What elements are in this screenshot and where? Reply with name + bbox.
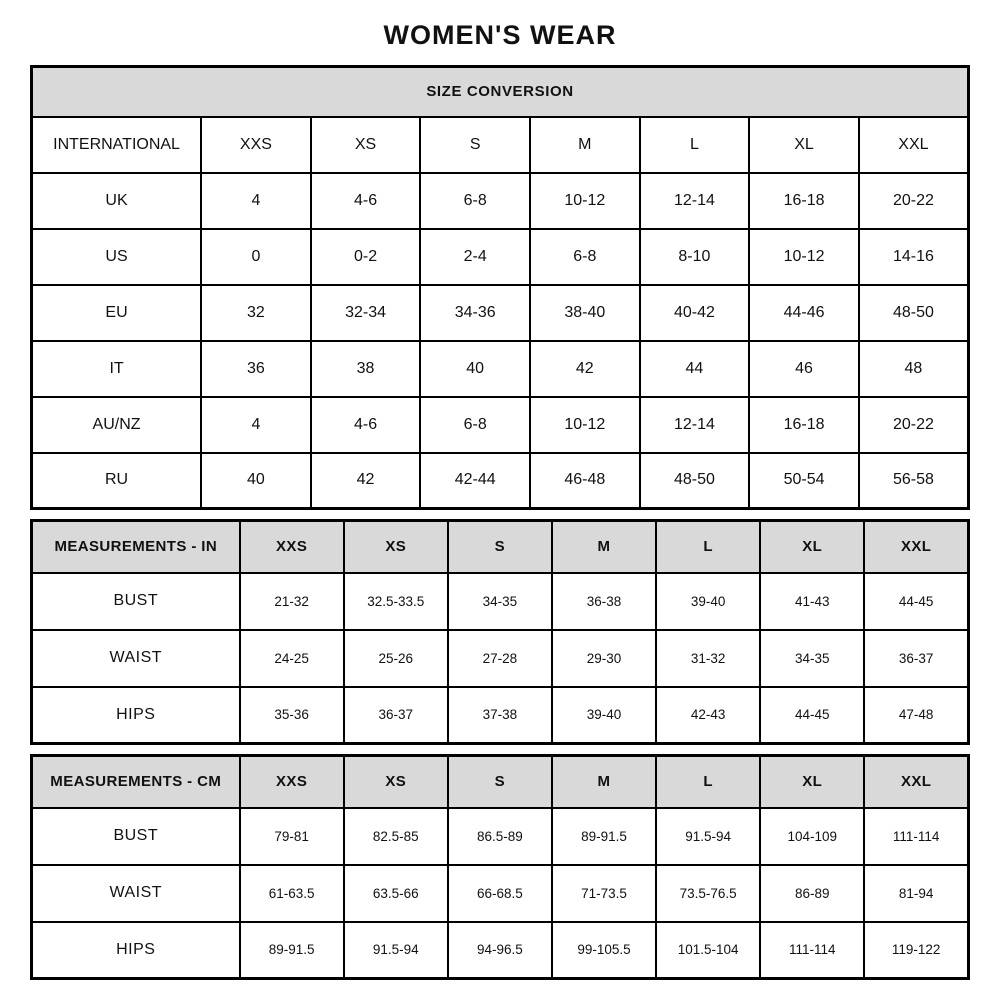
value-cell: 89-91.5 <box>552 808 656 865</box>
value-cell: 86.5-89 <box>448 808 552 865</box>
value-cell: 16-18 <box>749 173 859 229</box>
value-cell: 4 <box>201 173 311 229</box>
row-label: WAIST <box>32 865 240 922</box>
measurements-in-table <box>30 519 970 745</box>
value-cell: 94-96.5 <box>448 922 552 979</box>
size-conversion-body <box>32 173 969 509</box>
value-cell: 6-8 <box>530 229 640 285</box>
size-conversion-table <box>30 65 970 510</box>
row-label: EU <box>32 285 202 341</box>
column-header-row <box>32 521 969 573</box>
size-column-header: L <box>640 117 750 173</box>
value-cell: 39-40 <box>656 573 760 630</box>
value-cell: 10-12 <box>749 229 859 285</box>
row-label: BUST <box>32 573 240 630</box>
value-cell: 40-42 <box>640 285 750 341</box>
size-column-header: XS <box>311 117 421 173</box>
value-cell: 32-34 <box>311 285 421 341</box>
value-cell: 10-12 <box>530 173 640 229</box>
row-label: UK <box>32 173 202 229</box>
value-cell: 21-32 <box>240 573 344 630</box>
value-cell: 86-89 <box>760 865 864 922</box>
value-cell: 6-8 <box>420 173 530 229</box>
value-cell: 61-63.5 <box>240 865 344 922</box>
value-cell: 56-58 <box>859 453 969 509</box>
value-cell: 46-48 <box>530 453 640 509</box>
value-cell: 8-10 <box>640 229 750 285</box>
table-caption-row <box>32 67 969 117</box>
value-cell: 91.5-94 <box>344 922 448 979</box>
value-cell: 41-43 <box>760 573 864 630</box>
value-cell: 36-37 <box>344 687 448 744</box>
value-cell: 6-8 <box>420 397 530 453</box>
size-column-header: XXL <box>864 521 968 573</box>
row-label: BUST <box>32 808 240 865</box>
measurements-cm-header <box>32 756 969 808</box>
measurements-cm-table <box>30 754 970 980</box>
value-cell: 40 <box>420 341 530 397</box>
value-cell: 81-94 <box>864 865 968 922</box>
table-caption: SIZE CONVERSION <box>32 67 969 117</box>
row-label: HIPS <box>32 922 240 979</box>
value-cell: 4-6 <box>311 397 421 453</box>
table-row <box>32 808 969 865</box>
value-cell: 99-105.5 <box>552 922 656 979</box>
table-row <box>32 453 969 509</box>
size-column-header: XL <box>760 521 864 573</box>
value-cell: 79-81 <box>240 808 344 865</box>
value-cell: 36-38 <box>552 573 656 630</box>
row-label: WAIST <box>32 630 240 687</box>
value-cell: 44-45 <box>760 687 864 744</box>
value-cell: 12-14 <box>640 397 750 453</box>
value-cell: 66-68.5 <box>448 865 552 922</box>
size-column-header: XL <box>749 117 859 173</box>
value-cell: 73.5-76.5 <box>656 865 760 922</box>
value-cell: 25-26 <box>344 630 448 687</box>
size-column-header: L <box>656 521 760 573</box>
value-cell: 29-30 <box>552 630 656 687</box>
value-cell: 34-35 <box>448 573 552 630</box>
table-row <box>32 285 969 341</box>
measurements-cm-body <box>32 808 969 979</box>
value-cell: 31-32 <box>656 630 760 687</box>
value-cell: 91.5-94 <box>656 808 760 865</box>
value-cell: 36 <box>201 341 311 397</box>
value-cell: 50-54 <box>749 453 859 509</box>
value-cell: 111-114 <box>864 808 968 865</box>
size-column-header: XXS <box>240 756 344 808</box>
size-column-header: M <box>552 521 656 573</box>
size-column-header: XXS <box>201 117 311 173</box>
value-cell: 71-73.5 <box>552 865 656 922</box>
size-column-header: XXL <box>859 117 969 173</box>
corner-header-cell: INTERNATIONAL <box>32 117 202 173</box>
value-cell: 20-22 <box>859 173 969 229</box>
value-cell: 42 <box>311 453 421 509</box>
row-label: HIPS <box>32 687 240 744</box>
value-cell: 47-48 <box>864 687 968 744</box>
value-cell: 40 <box>201 453 311 509</box>
size-column-header: XS <box>344 521 448 573</box>
row-label: IT <box>32 341 202 397</box>
size-column-header: XS <box>344 756 448 808</box>
value-cell: 27-28 <box>448 630 552 687</box>
value-cell: 20-22 <box>859 397 969 453</box>
value-cell: 4 <box>201 397 311 453</box>
table-row <box>32 922 969 979</box>
size-column-header: XXS <box>240 521 344 573</box>
value-cell: 10-12 <box>530 397 640 453</box>
value-cell: 89-91.5 <box>240 922 344 979</box>
value-cell: 0 <box>201 229 311 285</box>
column-header-row <box>32 117 969 173</box>
row-label: US <box>32 229 202 285</box>
value-cell: 101.5-104 <box>656 922 760 979</box>
table-row <box>32 397 969 453</box>
size-column-header: S <box>420 117 530 173</box>
value-cell: 82.5-85 <box>344 808 448 865</box>
corner-header-cell: MEASUREMENTS - CM <box>32 756 240 808</box>
value-cell: 119-122 <box>864 922 968 979</box>
value-cell: 42 <box>530 341 640 397</box>
size-column-header: S <box>448 756 552 808</box>
corner-header-cell: MEASUREMENTS - IN <box>32 521 240 573</box>
value-cell: 16-18 <box>749 397 859 453</box>
size-column-header: M <box>530 117 640 173</box>
value-cell: 34-35 <box>760 630 864 687</box>
value-cell: 38 <box>311 341 421 397</box>
value-cell: 111-114 <box>760 922 864 979</box>
row-label: RU <box>32 453 202 509</box>
value-cell: 14-16 <box>859 229 969 285</box>
value-cell: 0-2 <box>311 229 421 285</box>
value-cell: 48-50 <box>640 453 750 509</box>
value-cell: 44-46 <box>749 285 859 341</box>
value-cell: 46 <box>749 341 859 397</box>
table-row <box>32 573 969 630</box>
value-cell: 24-25 <box>240 630 344 687</box>
table-row <box>32 229 969 285</box>
size-column-header: L <box>656 756 760 808</box>
value-cell: 63.5-66 <box>344 865 448 922</box>
value-cell: 37-38 <box>448 687 552 744</box>
value-cell: 34-36 <box>420 285 530 341</box>
value-cell: 32.5-33.5 <box>344 573 448 630</box>
column-header-row <box>32 756 969 808</box>
value-cell: 4-6 <box>311 173 421 229</box>
measurements-in-body <box>32 573 969 744</box>
value-cell: 44-45 <box>864 573 968 630</box>
value-cell: 35-36 <box>240 687 344 744</box>
size-column-header: S <box>448 521 552 573</box>
table-row <box>32 341 969 397</box>
value-cell: 38-40 <box>530 285 640 341</box>
table-row <box>32 630 969 687</box>
page-title: WOMEN'S WEAR <box>383 20 617 50</box>
value-cell: 32 <box>201 285 311 341</box>
value-cell: 12-14 <box>640 173 750 229</box>
value-cell: 48 <box>859 341 969 397</box>
size-column-header: M <box>552 756 656 808</box>
table-row <box>32 687 969 744</box>
table-row <box>32 865 969 922</box>
table-row <box>32 173 969 229</box>
row-label: AU/NZ <box>32 397 202 453</box>
size-column-header: XL <box>760 756 864 808</box>
value-cell: 44 <box>640 341 750 397</box>
value-cell: 42-43 <box>656 687 760 744</box>
measurements-in-header <box>32 521 969 573</box>
value-cell: 104-109 <box>760 808 864 865</box>
size-conversion-header <box>32 67 969 173</box>
size-column-header: XXL <box>864 756 968 808</box>
value-cell: 48-50 <box>859 285 969 341</box>
value-cell: 39-40 <box>552 687 656 744</box>
value-cell: 36-37 <box>864 630 968 687</box>
value-cell: 2-4 <box>420 229 530 285</box>
value-cell: 42-44 <box>420 453 530 509</box>
